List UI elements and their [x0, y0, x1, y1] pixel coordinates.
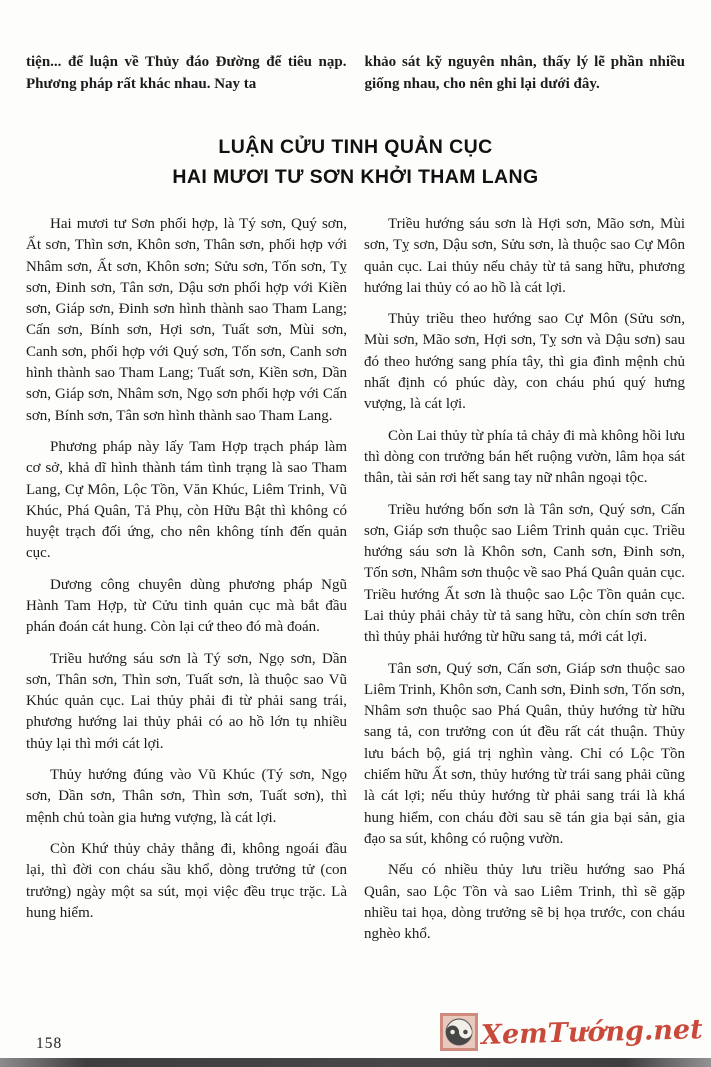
yin-yang-icon	[440, 1013, 478, 1051]
paragraph: Phương pháp này lấy Tam Hợp trạch pháp làm cơ sở, khả dĩ hình thành tám tình trạng là sao Tham Lang, Cự Môn, Lộc Tồn, Văn Khúc, Liêm Trinh, Vũ Khúc, Phá Quân, Tả Phụ, còn Hữu Bật thì không có huyệt trạch đối ứng, cho nên không tính đến quản cục.	[26, 438, 347, 562]
intro-right-column: khảo sát kỹ nguyên nhân, thấy lý lẽ phần nhiều giống nhau, cho nên ghi lại dưới đây.	[364, 54, 685, 92]
body-columns	[0, 192, 711, 956]
chapter-title-line1: LUẬN CỬU TINH QUẢN CỤC	[218, 135, 493, 158]
left-column	[26, 214, 347, 956]
paragraph: Thủy hướng đúng vào Vũ Khúc (Tý sơn, Ngọ sơn, Dần sơn, Thân sơn, Thìn sơn, Tuất sơn), thì mệnh chủ toàn gia hưng vượng, là cát lợi.	[26, 767, 347, 826]
right-column	[364, 214, 685, 956]
watermark-text: XemTướng.net	[481, 1013, 704, 1051]
paragraph: Dương công chuyên dùng phương pháp Ngũ Hành Tam Hợp, từ Cửu tinh quản cục mà bắt đầu phán đoán cát hung. Còn lại cứ theo đó mà đoán.	[26, 576, 347, 636]
paragraph: Triều hướng sáu sơn là Hợi sơn, Mão sơn, Mùi sơn, Tỵ sơn, Dậu sơn, Sửu sơn, là thuộc sao Cự Môn quản cục. Lai thủy nếu chảy từ tả sang hữu, phương hướng lai thủy có ao hồ là cát lợi.	[364, 215, 685, 296]
paragraph: Hai mươi tư Sơn phối hợp, là Tý sơn, Quý sơn, Ất sơn, Thìn sơn, Khôn sơn, Thân sơn, phối hợp với Nhâm sơn, Ất sơn, Khôn sơn; Sửu sơn, Tốn sơn, Tỵ sơn, Đinh sơn, Tân sơn, Dậu sơn phối hợp với Kiền sơn, Giáp sơn, Đinh sơn hình thành sao Tham Lang; Cấn sơn, Bính sơn, Hợi sơn, Tuất sơn, Mùi sơn, Canh sơn, phối hợp với Quý sơn, Tốn sơn, Canh sơn hình thành sao Tham Lang; Tuất sơn, Kiền sơn, Dần sơn, Giáp sơn, Nhâm sơn, Ngọ sơn phối hợp với Cấn sơn, Bính sơn, Tân sơn hình thành sao Tham Lang.	[26, 215, 347, 424]
paragraph: Triều hướng sáu sơn là Tý sơn, Ngọ sơn, Dần sơn, Thân sơn, Thìn sơn, Tuất sơn, là thuộc sao Vũ Khúc quản cục. Lai thủy phải đi từ phải sang trái, phương hướng lai thủy phải có ao hồ lớn tụ nhiều thủy lại thì mới cát lợi.	[26, 650, 347, 752]
paragraph: Còn Lai thủy từ phía tả chảy đi mà không hồi lưu thì dòng con trưởng bán hết ruộng vườn, lâm họa sát thân, tài sản rơi hết sang tay nữ nhân ngoại tộc.	[364, 427, 685, 487]
page-number: 158	[36, 1035, 63, 1052]
paragraph: Tân sơn, Quý sơn, Cấn sơn, Giáp sơn thuộc sao Liêm Trinh, Khôn sơn, Canh sơn, Đinh sơn, Tốn sơn, Nhâm sơn thuộc sao Phá Quân, thủy hướng từ hữu sang tả, con trưởng con út đều rất cát thuận. Thủy lưu bách bộ, giá trị nghìn vàng. Chỉ có Lộc Tồn chiếm hữu Ất sơn, thủy hướng từ trái sang phải cũng là cát lợi; nếu thủy hướng từ phải sang trái là khá hung hiểm, con cháu đời sau sẽ tán gia bại sản, gia đạo sa sút, không có ruộng vườn.	[364, 660, 685, 847]
intro-left-column: tiện... để luận về Thủy đáo Đường để tiêu nạp. Phương pháp rất khác nhau. Nay ta	[26, 54, 347, 92]
paragraph: Còn Khứ thủy chảy thẳng đi, không ngoái đầu lại, thì đời con cháu sầu khổ, dòng trưởng tử (con trưởng) ngày một sa sút, mọi việc đều trục trặc. Là hung hiểm.	[26, 840, 347, 921]
watermark	[440, 1013, 707, 1051]
intro-continuation	[0, 0, 711, 96]
chapter-title-line2: HAI MƯƠI TƯ SƠN KHỞI THAM LANG	[172, 165, 539, 188]
paragraph: Thủy triều theo hướng sao Cự Môn (Sửu sơn, Mùi sơn, Mão sơn, Hợi sơn, Tỵ sơn và Dậu sơn) sau đó theo hướng sang phía tây, thì gia đình mệnh chủ nhất định có phúc dày, con cháu phú quý hưng vượng, là cát lợi.	[364, 311, 685, 413]
scan-bottom-edge	[0, 1058, 711, 1067]
paragraph: Nếu có nhiều thủy lưu triều hướng sao Phá Quân, sao Lộc Tồn và sao Liêm Trinh, thì sẽ gặp nhiều tai họa, dòng trưởng sẽ bị họa trước, con cháu nghèo khổ.	[364, 862, 685, 943]
chapter-title	[20, 132, 691, 192]
paragraph: Triều hướng bốn sơn là Tân sơn, Quý sơn, Cấn sơn, Giáp sơn thuộc sao Liêm Trinh quản cục. Triều hướng sáu sơn là Khôn sơn, Canh sơn, Đinh sơn, Tốn sơn, Nhâm sơn thuộc về sao Phá Quân quản cục. Triều hướng Ất sơn là thuộc sao Lộc Tồn quản cục. Lai thủy phải chảy từ tả sang hữu, còn chín sơn trên thì thủy phải hướng từ hữu sang tả, mới cát lợi.	[364, 501, 685, 646]
